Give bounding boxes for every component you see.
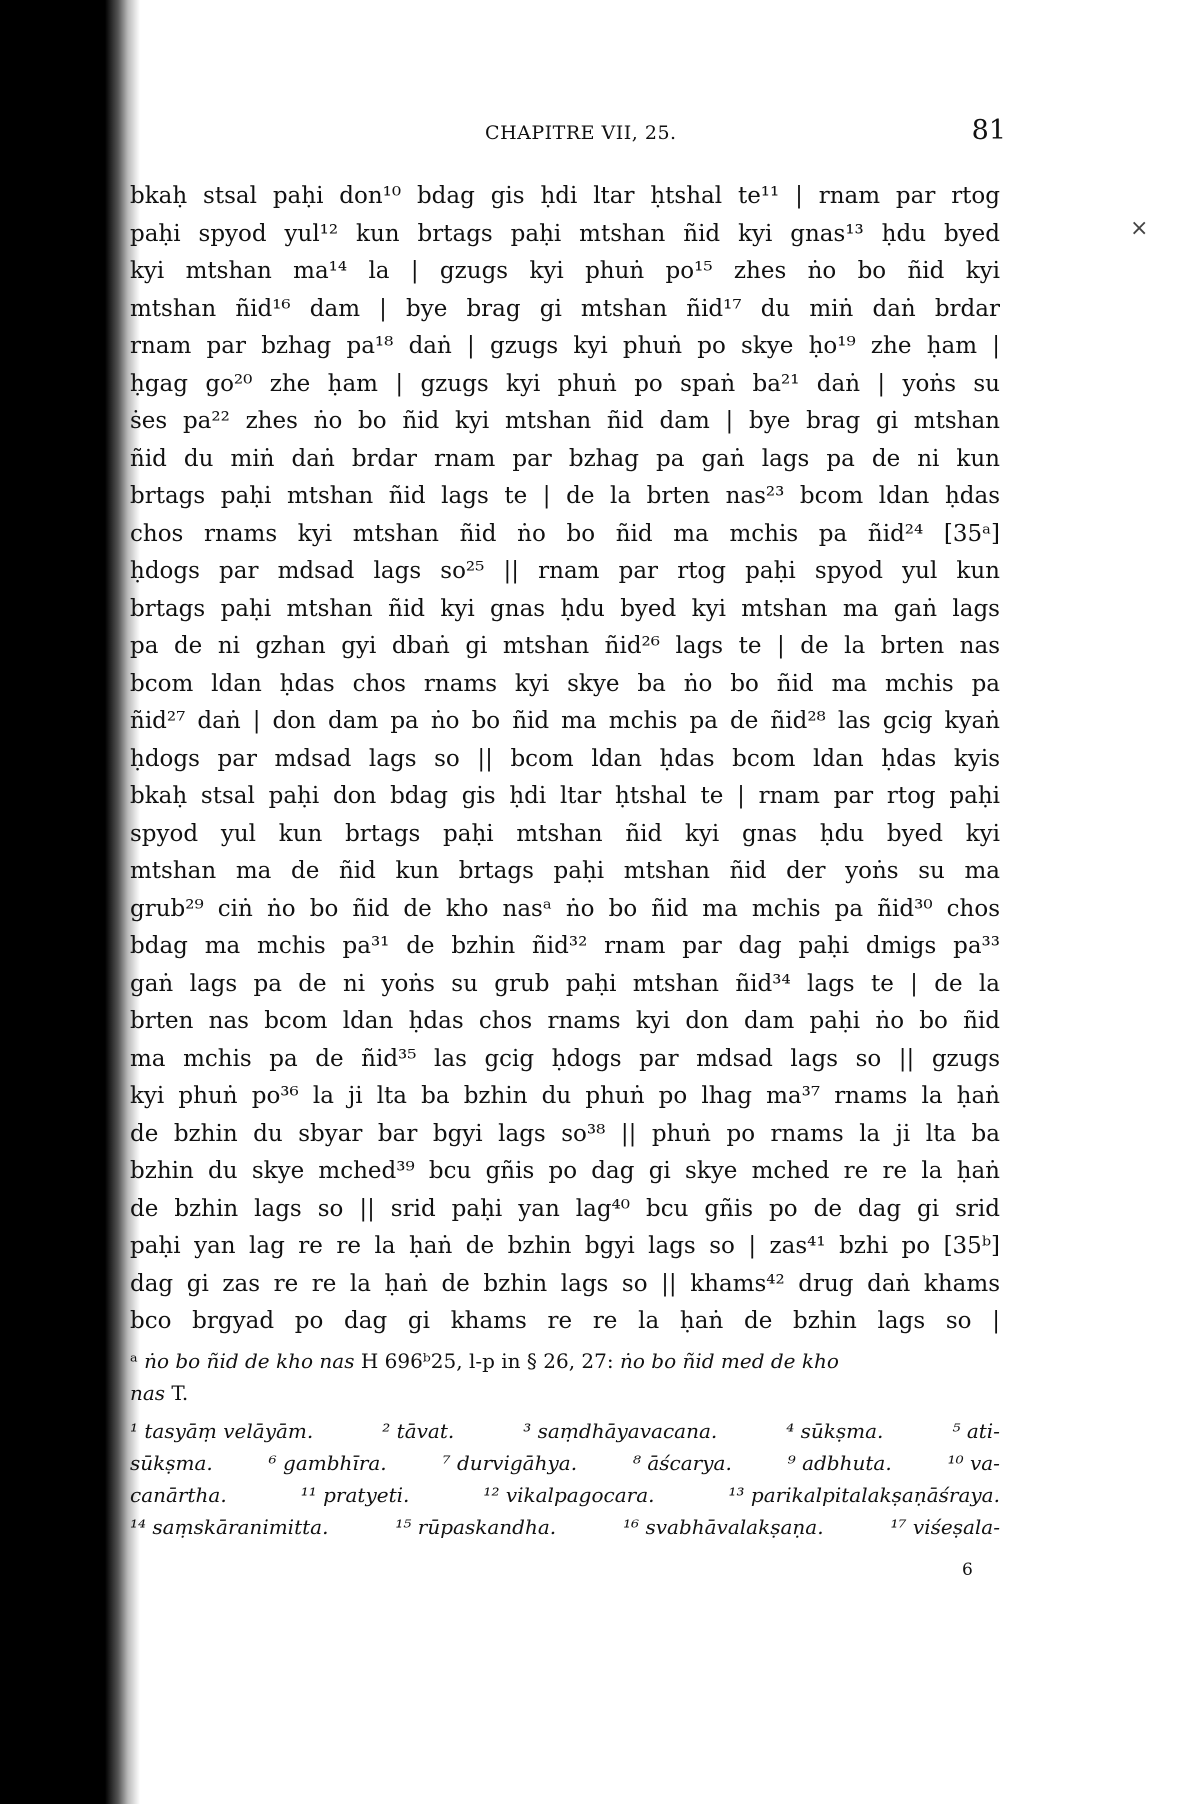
text-line: gaṅ lags pa de ni yoṅs su grub paḥi mtshan ñid³⁴ lags te | de la <box>130 970 1000 997</box>
footnote-entry: ¹⁶ svabhāvalakṣaṇa. <box>623 1515 824 1539</box>
text-line: brten nas bcom ldan ḥdas chos rnams kyi don dam paḥi ṅo bo ñid <box>130 1008 1000 1034</box>
footnote-line <box>130 1511 1000 1543</box>
footnote-entry: ⁶ gambhīra. <box>268 1451 387 1475</box>
main-text <box>130 178 1000 1341</box>
text-line: ṡes pa²² zhes ṅo bo ñid kyi mtshan ñid dam | bye brag gi mtshan <box>130 408 1000 434</box>
variant-reading-2: ṅo bo ñid med de kho <box>619 1349 839 1373</box>
text-line: ñid²⁷ daṅ | don dam pa ṅo bo ñid ma mchis pa de ñid²⁸ las gcig kyaṅ <box>130 708 1000 734</box>
footnote-entry: ¹⁵ rūpaskandha. <box>395 1515 557 1539</box>
variant-reading-3: nas <box>130 1381 166 1405</box>
text-line: bdag ma mchis pa³¹ de bzhin ñid³² rnam par dag paḥi dmigs pa³³ <box>130 933 1000 959</box>
text-line: bkaḥ stsal paḥi don bdag gis ḥdi ltar ḥtshal te | rnam par rtog paḥi <box>130 783 1000 809</box>
footnote-entry: ¹² vikalpagocara. <box>483 1483 655 1507</box>
variant-siglum: T. <box>165 1381 189 1405</box>
variant-reading-1: ṅo bo ñid de kho nas <box>144 1349 355 1373</box>
text-line: bkaḥ stsal paḥi don¹⁰ bdag gis ḥdi ltar ḥtshal te¹¹ | rnam par rtog <box>130 183 1000 209</box>
text-line: brtags paḥi mtshan ñid lags te | de la brten nas²³ bcom ldan ḥdas <box>130 483 1000 509</box>
footnote-entry: ¹¹ pratyeti. <box>300 1483 410 1507</box>
text-line: kyi phuṅ po³⁶ la ji lta ba bzhin du phuṅ po lhag ma³⁷ rnams la ḥaṅ <box>130 1083 1000 1109</box>
footnote-entry: canārtha. <box>130 1483 227 1507</box>
text-line: grub²⁹ ciṅ ṅo bo ñid de kho nasᵃ ṅo bo ñid ma mchis pa ñid³⁰ chos <box>130 895 1000 922</box>
variant-note <box>130 1345 1000 1409</box>
signature-mark: 6 <box>962 1560 973 1580</box>
footnote-entry: ¹ tasyāṃ velāyām. <box>130 1419 314 1443</box>
footnote-entry: sūkṣma. <box>130 1451 213 1475</box>
page-header <box>130 115 1006 146</box>
footnote-entry: ⁷ durvigāhya. <box>442 1451 578 1475</box>
footnote-entry: ² tāvat. <box>382 1419 455 1443</box>
sanskrit-footnotes <box>130 1415 1000 1543</box>
footnote-entry: ⁸ āścarya. <box>632 1451 732 1475</box>
text-line: kyi mtshan ma¹⁴ la | gzugs kyi phuṅ po¹⁵ zhes ṅo bo ñid kyi <box>130 258 1000 284</box>
text-line: ḥdogs par mdsad lags so || bcom ldan ḥdas bcom ldan ḥdas kyis <box>130 745 1000 772</box>
footnote-line <box>130 1415 1000 1447</box>
footnote-entry: ⁴ sūkṣma. <box>786 1419 884 1443</box>
book-binding-shadow <box>0 0 140 1804</box>
footnote-line <box>130 1479 1000 1511</box>
text-line: ḥgag go²⁰ zhe ḥam | gzugs kyi phuṅ po spaṅ ba²¹ daṅ | yoṅs su <box>130 370 1000 397</box>
variant-source: H 696ᵇ25, l-p in § 26, 27: <box>354 1349 620 1373</box>
footnote-entry: ¹⁰ va- <box>947 1451 1000 1475</box>
text-line: mtshan ma de ñid kun brtags paḥi mtshan ñid der yoṅs su ma <box>130 858 1000 884</box>
text-line: brtags paḥi mtshan ñid kyi gnas ḥdu byed kyi mtshan ma gaṅ lags <box>130 595 1000 622</box>
footnote-entry: ⁵ ati- <box>952 1419 1000 1443</box>
text-line: rnam par bzhag pa¹⁸ daṅ | gzugs kyi phuṅ po skye ḥo¹⁹ zhe ḥam | <box>130 333 1000 359</box>
text-line: paḥi spyod yul¹² kun brtags paḥi mtshan ñid kyi gnas¹³ ḥdu byed <box>130 220 1000 247</box>
footnote-entry: ¹³ parikalpitalakṣaṇāśraya. <box>728 1483 1000 1507</box>
running-head: CHAPITRE VII, 25. <box>485 122 677 144</box>
text-line: mtshan ñid¹⁶ dam | bye brag gi mtshan ñid¹⁷ du miṅ daṅ brdar <box>130 295 1000 322</box>
text-line: bcom ldan ḥdas chos rnams kyi skye ba ṅo bo ñid ma mchis pa <box>130 670 1000 697</box>
text-line: chos rnams kyi mtshan ñid ṅo bo ñid ma mchis pa ñid²⁴ [35ᵃ] <box>130 520 1000 547</box>
margin-mark: × <box>1130 216 1149 241</box>
footnote-entry: ⁹ adbhuta. <box>787 1451 892 1475</box>
footnotes <box>130 1345 1000 1543</box>
variant-marker: ᵃ <box>130 1349 138 1373</box>
footnote-entry: ¹⁷ viśeṣala- <box>890 1515 1000 1539</box>
text-line: spyod yul kun brtags paḥi mtshan ñid kyi gnas ḥdu byed kyi <box>130 820 1000 847</box>
footnote-line <box>130 1447 1000 1479</box>
text-line: dag gi zas re re la ḥaṅ de bzhin lags so || khams⁴² drug daṅ khams <box>130 1270 1000 1297</box>
page-number: 81 <box>971 115 1006 146</box>
text-line: de bzhin du sbyar bar bgyi lags so³⁸ || phuṅ po rnams la ji lta ba <box>130 1120 1000 1147</box>
text-line: de bzhin lags so || srid paḥi yan lag⁴⁰ bcu gñis po de dag gi srid <box>130 1195 1000 1222</box>
text-line: bzhin du skye mched³⁹ bcu gñis po dag gi skye mched re re la ḥaṅ <box>130 1158 1000 1184</box>
text-line: ḥdogs par mdsad lags so²⁵ || rnam par rtog paḥi spyod yul kun <box>130 558 1000 584</box>
text-line: pa de ni gzhan gyi dbaṅ gi mtshan ñid²⁶ lags te | de la brten nas <box>130 633 1000 659</box>
text-line: ñid du miṅ daṅ brdar rnam par bzhag pa gaṅ lags pa de ni kun <box>130 445 1000 472</box>
text-line: paḥi yan lag re re la ḥaṅ de bzhin bgyi lags so | zas⁴¹ bzhi po [35ᵇ] <box>130 1233 1000 1259</box>
text-line: ma mchis pa de ñid³⁵ las gcig ḥdogs par mdsad lags so || gzugs <box>130 1045 1000 1072</box>
footnote-entry: ³ saṃdhāyavacana. <box>523 1419 718 1443</box>
footnote-entry: ¹⁴ saṃskāranimitta. <box>130 1515 329 1539</box>
text-line: bco brgyad po dag gi khams re re la ḥaṅ de bzhin lags so | <box>130 1308 1000 1334</box>
